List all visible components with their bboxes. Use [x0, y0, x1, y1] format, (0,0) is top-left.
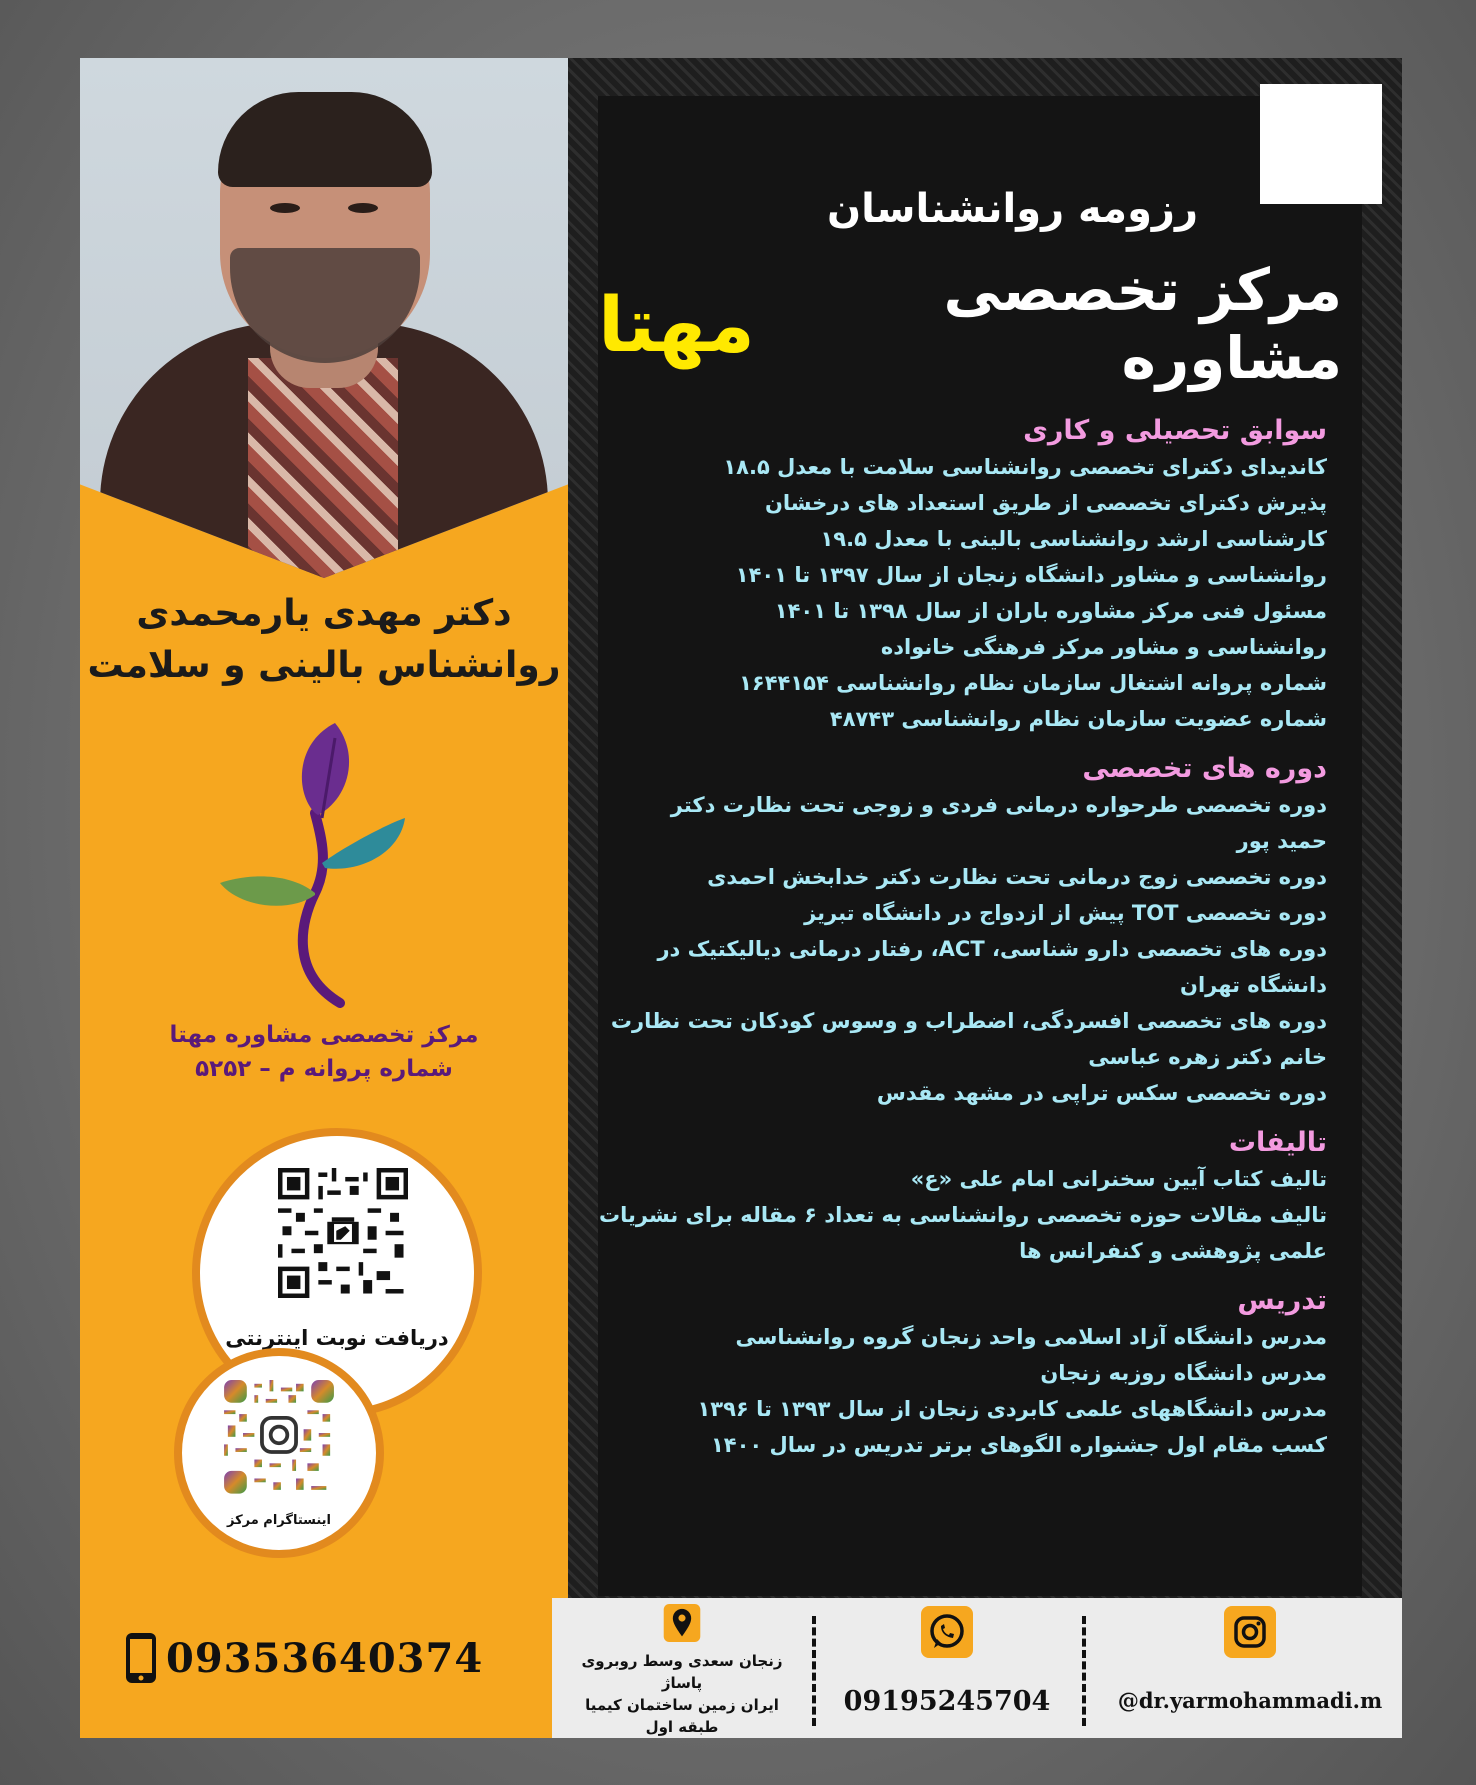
booking-qr-code-icon[interactable]	[278, 1168, 408, 1298]
address-line-3: طبقه اول	[645, 1718, 719, 1736]
contact-footer	[552, 1598, 1402, 1738]
phone-number[interactable]: 09353640374	[166, 1634, 484, 1682]
instagram-qr-code-icon[interactable]	[224, 1380, 334, 1505]
doctor-name: دکتر مهدی یارمحمدی	[136, 593, 512, 634]
title-prefix: مرکز تخصصی مشاوره	[943, 256, 1342, 392]
section-line: روانشناسی و مشاور مرکز فرهنگی خانواده	[880, 635, 1327, 659]
section-line: پذیرش دکترای تخصصی از طریق استعداد های درخشان	[764, 491, 1327, 515]
booking-label: دریافت نوبت اینترنتی	[225, 1326, 449, 1350]
section-line: دوره تخصصی TOT پیش از ازدواج در دانشگاه تبریز	[804, 901, 1327, 925]
resume-sections	[597, 401, 1327, 1463]
section-line: دوره های تخصصی دارو شناسی، ACT، رفتار درمانی دیالیکتیک در	[657, 937, 1327, 961]
section-line: کسب مقام اول جشنواره الگوهای برتر تدریس در سال ۱۴۰۰	[710, 1433, 1327, 1457]
doctor-name-block	[80, 588, 568, 692]
address-line-2: ایران زمین ساختمان کیمیا	[585, 1696, 779, 1714]
section-courses	[597, 751, 1327, 1111]
section-title: سوابق تحصیلی و کاری	[1023, 415, 1327, 446]
blank-white-box	[1260, 84, 1382, 204]
section-teaching	[597, 1283, 1327, 1463]
doctor-photo	[80, 58, 568, 578]
section-line: مدرس دانشگاه آزاد اسلامی واحد زنجان گروه روانشناسی	[735, 1325, 1327, 1349]
instagram-center-label: اینستاگرام مرکز	[227, 1513, 331, 1528]
section-education	[597, 413, 1327, 737]
instagram-block[interactable]	[1100, 1598, 1400, 1738]
right-column	[568, 58, 1402, 1598]
instagram-icon	[1224, 1606, 1276, 1658]
instagram-qr-circle[interactable]	[174, 1348, 384, 1558]
left-column	[80, 58, 568, 1738]
center-name: مرکز تخصصی مشاوره مهتا	[169, 1022, 479, 1048]
section-line: دانشگاه تهران	[1180, 973, 1327, 997]
section-line: مدرس دانشگاه روزبه زنجان	[1040, 1361, 1327, 1385]
instagram-handle[interactable]: @dr.yarmohammadi.m	[1117, 1688, 1383, 1713]
section-title: تدریس	[1237, 1285, 1327, 1316]
whatsapp-block[interactable]	[832, 1598, 1062, 1738]
address-line-1: زنجان سعدی وسط روبروی پاساژ	[581, 1652, 783, 1692]
divider	[812, 1616, 816, 1726]
section-line: دوره تخصصی طرحواره درمانی فردی و زوجی تحت نظارت دکتر	[670, 793, 1327, 817]
doctor-title: روانشناس بالینی و سلامت	[87, 645, 561, 686]
section-line: مسئول فنی مرکز مشاوره باران از سال ۱۳۹۸ تا ۱۴۰۱	[774, 599, 1327, 623]
resume-subtitle: رزومه روانشناسان	[826, 186, 1198, 232]
resume-card	[80, 58, 1402, 1738]
phone-row[interactable]	[124, 1628, 483, 1688]
page-title	[598, 256, 1342, 392]
section-line: روانشناسی و مشاور دانشگاه زنجان از سال ۱۳۹۷ تا ۱۴۰۱	[735, 563, 1327, 587]
section-line: دوره تخصصی سکس تراپی در مشهد مقدس	[876, 1081, 1327, 1105]
section-line: کارشناسی ارشد روانشناسی بالینی با معدل ۱۹.۵	[820, 527, 1327, 551]
center-info	[80, 1018, 568, 1086]
section-title: دوره های تخصصی	[1082, 753, 1327, 784]
section-line: حمید پور	[1236, 829, 1327, 853]
whatsapp-icon	[921, 1606, 973, 1658]
section-line: شماره عضویت سازمان نظام روانشناسی ۴۸۷۴۳	[829, 707, 1327, 731]
section-line: مدرس دانشگاههای علمی کابردی زنجان از سال ۱۳۹۳ تا ۱۳۹۶	[697, 1397, 1327, 1421]
section-title: تالیفات	[1228, 1127, 1327, 1158]
section-line: دوره های تخصصی افسردگی، اضطراب و وسوس کودکان تحت نظارت	[610, 1009, 1327, 1033]
plant-logo-icon	[200, 723, 440, 1008]
divider	[1082, 1616, 1086, 1726]
section-line: دوره تخصصی زوج درمانی تحت نظارت دکتر خدابخش احمدی	[707, 865, 1327, 889]
mobile-phone-icon	[124, 1631, 158, 1685]
section-line: تالیف مقالات حوزه تخصصی روانشناسی به تعداد ۶ مقاله برای نشریات	[599, 1203, 1327, 1227]
section-line: خانم دکتر زهره عباسی	[1088, 1045, 1327, 1069]
section-publications	[597, 1125, 1327, 1269]
address-block	[562, 1598, 802, 1738]
title-brand: مهتا	[598, 279, 755, 369]
location-pin-icon	[656, 1604, 708, 1642]
section-line: علمی پژوهشی و کنفرانس ها	[1019, 1239, 1327, 1263]
section-line: تالیف کتاب آیین سخنرانی امام علی «ع»	[910, 1167, 1327, 1191]
section-line: شماره پروانه اشتغال سازمان نظام روانشناسی ۱۶۴۴۱۵۴	[739, 671, 1327, 695]
center-license: شماره پروانه م – ۵۲۵۲	[195, 1056, 453, 1082]
section-line: کاندیدای دکترای تخصصی روانشناسی سلامت با معدل ۱۸.۵	[723, 455, 1327, 479]
resume-panel	[598, 96, 1362, 1596]
whatsapp-number[interactable]: 09195245704	[843, 1686, 1051, 1717]
